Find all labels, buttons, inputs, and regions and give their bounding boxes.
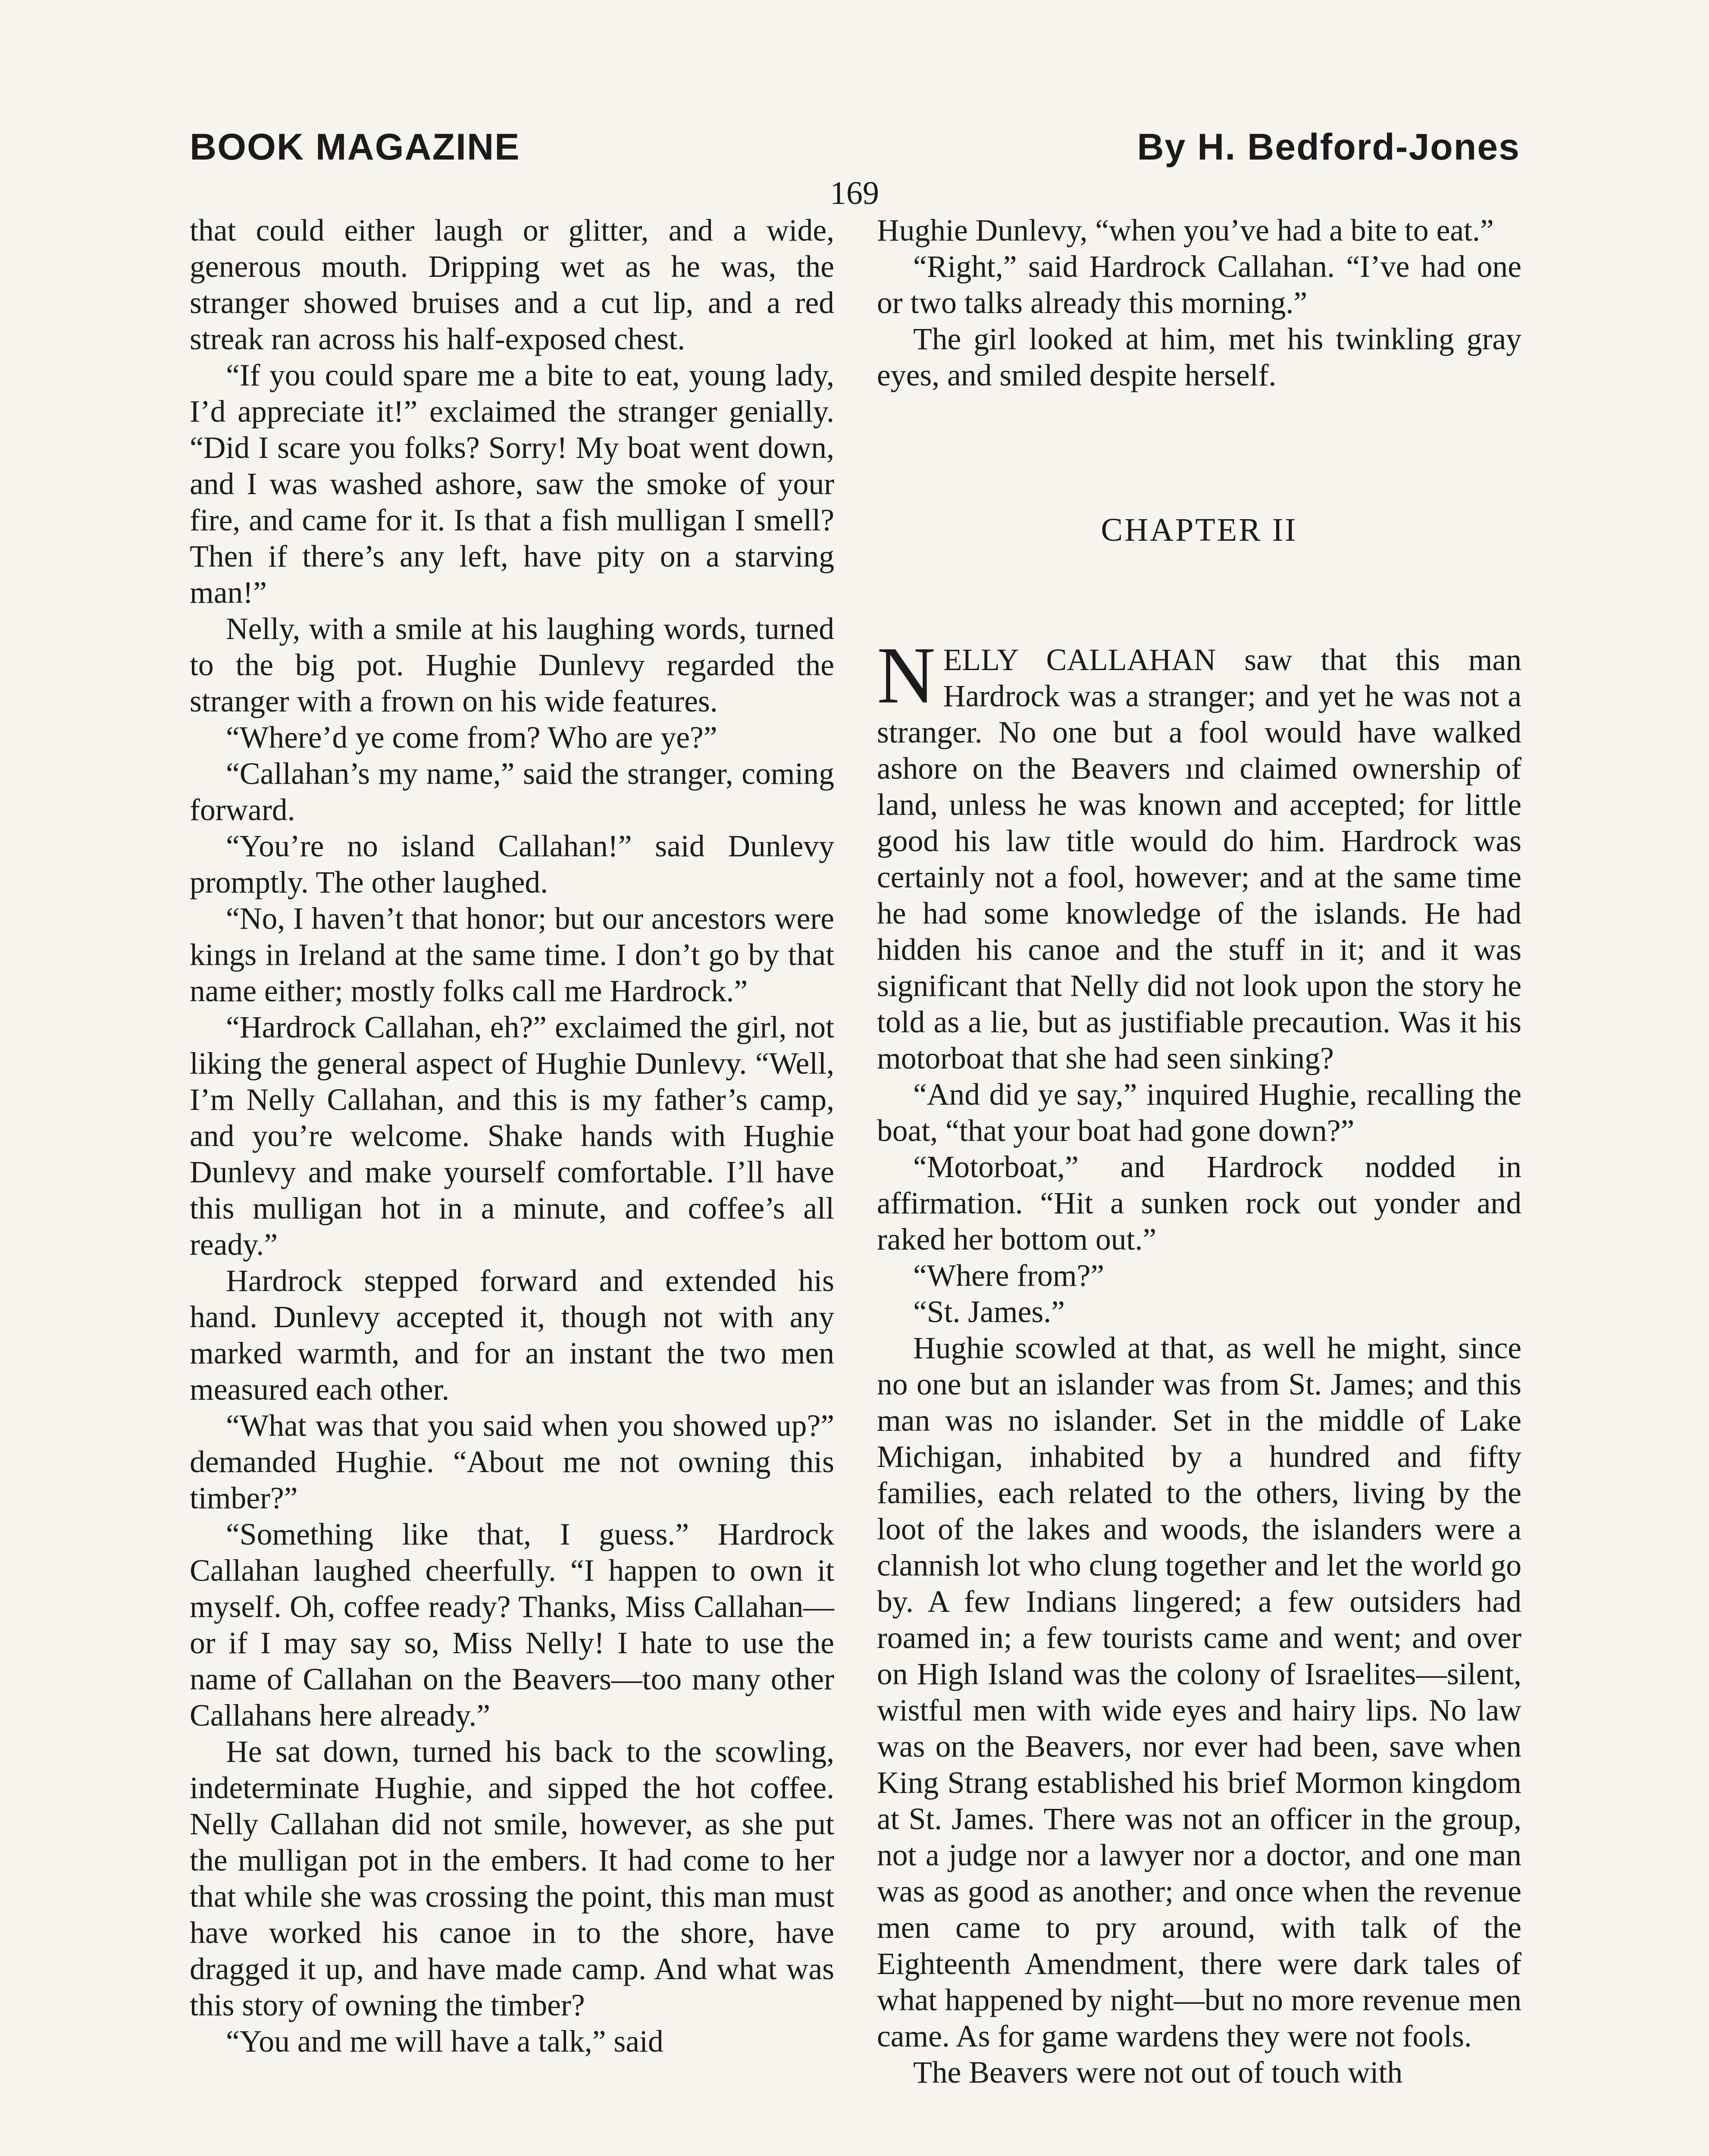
paragraph: Hughie Dunlevy, “when you’ve had a bite to eat.” (877, 213, 1494, 248)
paragraph: “Right,” said Hardrock Callahan. “I’ve had one or two talks already this morning.” (877, 250, 1521, 320)
paragraph: The girl looked at him, met his twinkling gray eyes, and smiled despite herself. (877, 322, 1521, 392)
paragraph: “Where’d ye come from? Who are ye?” (226, 721, 717, 755)
paragraph: “St. James.” (913, 1295, 1065, 1329)
chapter-opening-text: ELLY CALLAHAN saw that this man Hardrock was a stranger; and yet he was not a stranger. No one but a fool would have walked ashore on the Beavers ınd claimed ownership of land, unless he was known and accepted; for little good his law title would do him. Hardrock was certainly not a fool, however; and at the same time he had some knowledge of the islands. He had hidden his canoe and the stuff in it; and it was significant that Nelly did not look upon the story he told as a lie, but as justifiable precaution. Was it his motorboat that she had seen sinking? (877, 643, 1521, 1075)
paragraph: The Beavers were not out of touch with (913, 2056, 1403, 2090)
paragraph: “Callahan’s my name,” said the stranger, coming forward. (190, 757, 834, 827)
paragraph: “Something like that, I guess.” Hardrock Callahan laughed cheerfully. “I happen to own it myself. Oh, coffee ready? Thanks, Miss Callahan—or if I may say so, Miss Nelly! I hate to use the name of Callahan on the Beavers—too many other Callahans here already.” (190, 1517, 834, 1733)
paragraph: Hardrock stepped forward and extended his hand. Dunlevy accepted it, though not with any marked warmth, and for an instant the two men measured each other. (190, 1264, 834, 1407)
chapter-opening-paragraph (877, 630, 1521, 1077)
paragraph: “Motorboat,” and Hardrock nodded in affirmation. “Hit a sunken rock out yonder and raked her bottom out.” (877, 1150, 1521, 1257)
paragraph: He sat down, turned his back to the scowling, indeterminate Hughie, and sipped the hot coffee. Nelly Callahan did not smile, however, as she put the mulligan pot in the embers. It had come to her that while she was crossing the point, this man must have worked his canoe in to the shore, have dragged it up, and have made camp. And what was this story of owning the timber? (190, 1735, 834, 2022)
magazine-title: BOOK MAGAZINE (190, 126, 520, 168)
paragraph: “Where from?” (913, 1259, 1105, 1293)
paragraph: “What was that you said when you showed up?” demanded Hughie. “About me not owning this timber?” (190, 1409, 834, 1515)
author-byline: By H. Bedford-Jones (1137, 126, 1520, 168)
paragraph: “No, I haven’t that honor; but our ancestors were kings in Ireland at the same time. I don’t go by that name either; mostly folks call me Hardrock.” (190, 902, 834, 1008)
paragraph: Nelly, with a smile at his laughing words, turned to the big pot. Hughie Dunlevy regarded the stranger with a frown on his wide features. (190, 612, 834, 718)
paragraph: “Hardrock Callahan, eh?” exclaimed the girl, not liking the general aspect of Hughie Dunlevy. “Well, I’m Nelly Callahan, and this is my father’s camp, and you’re welcome. Shake hands with Hughie Dunlevy and make yourself comfortable. I’ll have this mulligan hot in a minute, and coffee’s all ready.” (190, 1010, 834, 1262)
paragraph: Hughie scowled at that, as well he might, since no one but an islander was from St. James; and this man was no islander. Set in the middle of Lake Michigan, inhabited by a hundred and fifty families, each related to the others, living by the loot of the lakes and woods, the islanders were a clannish lot who clung together and let the world go by. A few Indians lingered; a few outsiders had roamed in; a few tourists came and went; and over on High Island was the colony of Israelites—silent, wistful men with wide eyes and hairy lips. No law was on the Beavers, nor ever had been, save when King Strang established his brief Mormon kingdom at St. James. There was not an officer in the group, not a judge nor a lawyer nor a doctor, and one man was as good as another; and once when the revenue men came to pry around, with talk of the Eighteenth Amendment, there were dark tales of what happened by night—but no more revenue men came. As for game wardens they were not fools. (877, 1331, 1521, 2053)
paragraph: “If you could spare me a bite to eat, young lady, I’d appreciate it!” exclaimed the stranger genially. “Did I scare you folks? Sorry! My boat went down, and I was washed ashore, saw the smoke of your fire, and came for it. Is that a fish mulligan I smell? Then if there’s any left, have pity on a starving man!” (190, 358, 834, 610)
chapter-heading: CHAPTER II (1101, 512, 1298, 548)
drop-cap: N (877, 630, 936, 720)
paragraph: “You and me will have a talk,” said (226, 2024, 664, 2059)
page-number: 169 (830, 175, 879, 211)
left-column (190, 213, 834, 2060)
paragraph: that could either laugh or glitter, and a wide, generous mouth. Dripping wet as he was, the stranger showed bruises and a cut lip, and a red streak ran across his half-exposed chest. (190, 213, 834, 356)
paragraph: “You’re no island Callahan!” said Dunlevy promptly. The other laughed. (190, 829, 834, 899)
right-column (877, 213, 1521, 2091)
paragraph: “And did ye say,” inquired Hughie, recalling the boat, “that your boat had gone down?” (877, 1078, 1521, 1148)
